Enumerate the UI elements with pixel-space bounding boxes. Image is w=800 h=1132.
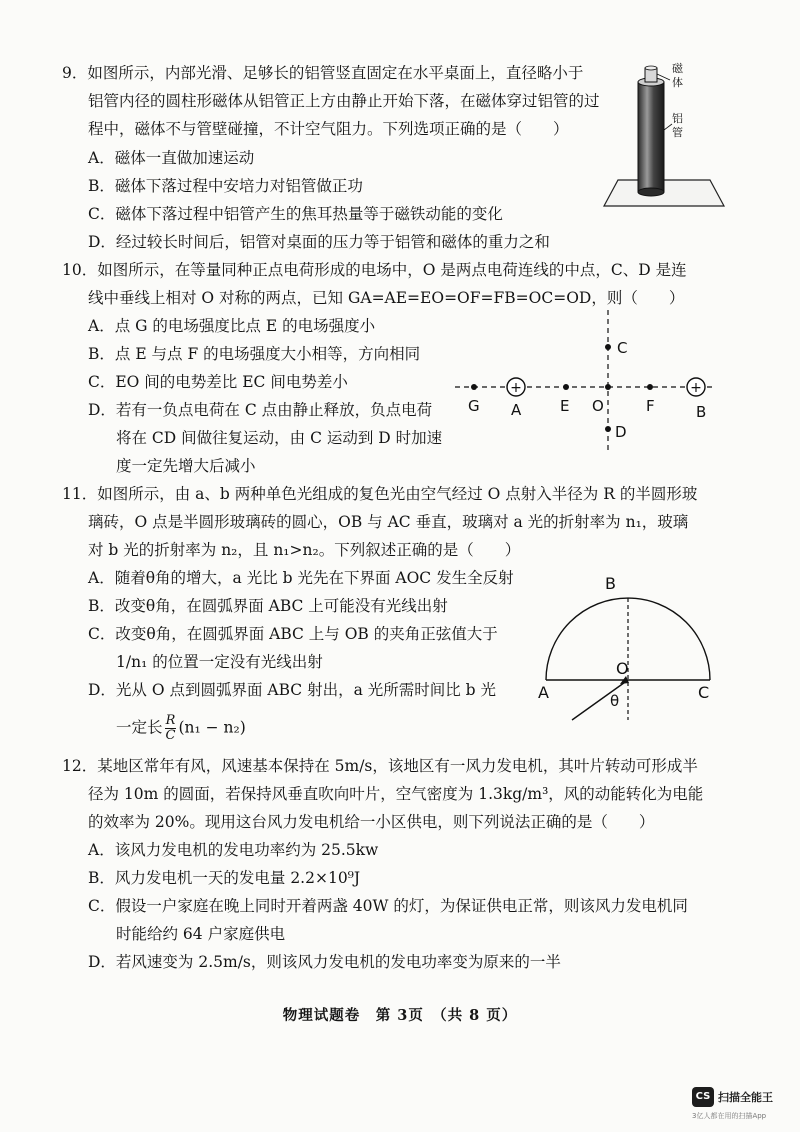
question-text-line: 10．如图所示，在等量同种正点电荷形成的电场中，O 是两点电荷连线的中点，C、D 是连 [62, 261, 687, 279]
option-c-continuation: 1/n₁ 的位置一定没有光线出射 [116, 653, 323, 671]
point-e [563, 384, 569, 390]
label-a: A [538, 683, 549, 702]
question-text-line: 11．如图所示，由 a、b 两种单色光组成的复色光由空气经过 O 点射入半径为 R 的半圆形玻 [62, 485, 698, 503]
option-c: C．EO 间的电势差比 EC 间电势差小 [88, 373, 348, 391]
option-d-continuation: 将在 CD 间做往复运动，由 C 运动到 D 时加速 [116, 429, 443, 447]
question-text-line: 铝管内径的圆柱形磁体从铝管正上方由静止开始下落，在磁体穿过铝管的过 [88, 92, 600, 110]
charge-field-figure [450, 305, 720, 455]
option-c: C．磁体下落过程中铝管产生的焦耳热量等于磁铁动能的变化 [88, 205, 503, 223]
option-d: D．若风速变为 2.5m/s，则该风力发电机的发电功率变为原来的一半 [88, 953, 561, 971]
point-f [647, 384, 653, 390]
label-b: B [605, 574, 616, 593]
option-d: D．若有一负点电荷在 C 点由静止释放，负点电荷 [88, 401, 433, 419]
option-d-prefix: 一定长 [116, 718, 163, 737]
option-c-continuation: 时能给约 64 户家庭供电 [116, 925, 286, 943]
option-a: A．磁体一直做加速运动 [88, 149, 255, 167]
label-g: G [468, 397, 480, 415]
scanner-app-name: 扫描全能王 [718, 1091, 773, 1104]
fraction-denominator: C [165, 728, 176, 743]
tube-label-1: 铝 [672, 112, 683, 125]
aluminum-tube [638, 82, 664, 192]
option-d-continuation [116, 714, 246, 743]
page-footer: 物理试题卷 第 3页 （共 8 页） [282, 1007, 518, 1024]
option-d: D．光从 O 点到圆弧界面 ABC 射出，a 光所需时间比 b 光 [88, 681, 497, 699]
label-theta: θ [610, 692, 620, 710]
question-text-line: 对 b 光的折射率为 n₂，且 n₁>n₂。下列叙述正确的是（ ） [88, 541, 521, 559]
option-b: B．磁体下落过程中安培力对铝管做正功 [88, 177, 363, 195]
point-c [605, 344, 611, 350]
magnet-label-1: 磁 [672, 62, 683, 75]
point-d [605, 426, 611, 432]
scanner-tagline: 3亿人都在用的扫描App [692, 1112, 767, 1120]
option-d-continuation: 度一定先增大后减小 [116, 457, 256, 475]
label-o: O [616, 659, 629, 678]
option-d-suffix: (n₁ − n₂) [178, 718, 246, 737]
option-b: B．改变θ角，在圆弧界面 ABC 上可能没有光线出射 [88, 597, 448, 615]
option-a: A．点 G 的电场强度比点 E 的电场强度小 [88, 317, 376, 335]
question-text-line: 9．如图所示，内部光滑、足够长的铝管竖直固定在水平桌面上，直径略小于 [62, 64, 584, 82]
option-d: D．经过较长时间后，铝管对桌面的压力等于铝管和磁体的重力之和 [88, 233, 550, 251]
option-c: C．改变θ角，在圆弧界面 ABC 上与 OB 的夹角正弦值大于 [88, 625, 498, 643]
label-d: D [615, 423, 627, 441]
magnet-label-2: 体 [672, 76, 683, 89]
charge-b-symbol: + [690, 380, 702, 396]
question-text-line: 程中，磁体不与管壁碰撞，不计空气阻力。下列选项正确的是（ ） [88, 120, 569, 138]
option-c: C．假设一户家庭在晚上同时开着两盏 40W 的灯，为保证供电正常，则该风力发电机同 [88, 897, 688, 915]
semicircle-glass-figure [530, 570, 725, 730]
point-o [605, 384, 611, 390]
tube-label-2: 管 [672, 126, 683, 139]
label-f: F [646, 397, 655, 415]
incident-ray [572, 680, 628, 720]
option-a: A．随着θ角的增大，a 光比 b 光先在下界面 AOC 发生全反射 [88, 569, 514, 587]
label-b: B [696, 403, 707, 421]
option-b: B．风力发电机一天的发电量 2.2×10⁹J [88, 869, 361, 887]
question-text-line: 璃砖，O 点是半圆形玻璃砖的圆心，OB 与 AC 垂直，玻璃对 a 光的折射率为 n₁，玻璃 [88, 513, 689, 531]
label-c: C [617, 339, 628, 357]
label-a: A [511, 401, 522, 419]
scanner-logo-icon: CS [692, 1087, 714, 1107]
fraction-numerator: R [165, 713, 176, 728]
charge-a-symbol: + [510, 380, 522, 396]
point-g [471, 384, 477, 390]
label-e: E [560, 397, 570, 415]
option-b: B．点 E 与点 F 的电场强度大小相等，方向相同 [88, 345, 421, 363]
label-o: O [592, 397, 604, 415]
question-text-line: 线中垂线上相对 O 对称的两点，已知 GA=AE=EO=OF=FB=OC=OD，则（ ） [88, 289, 685, 307]
label-c: C [698, 683, 710, 702]
option-a: A．该风力发电机的发电功率约为 25.5kw [88, 841, 379, 859]
r-over-c-fraction [165, 714, 177, 743]
question-text-line: 的效率为 20%。现用这台风力发电机给一小区供电，则下列说法正确的是（ ） [88, 813, 655, 831]
question-text-line: 12．某地区常年有风，风速基本保持在 5m/s，该地区有一风力发电机，其叶片转动可形成半 [62, 757, 698, 775]
question-text-line: 径为 10m 的圆面，若保持风垂直吹向叶片，空气密度为 1.3kg/m³，风的动能转化为电能 [88, 785, 704, 803]
aluminum-tube-figure [600, 60, 730, 210]
